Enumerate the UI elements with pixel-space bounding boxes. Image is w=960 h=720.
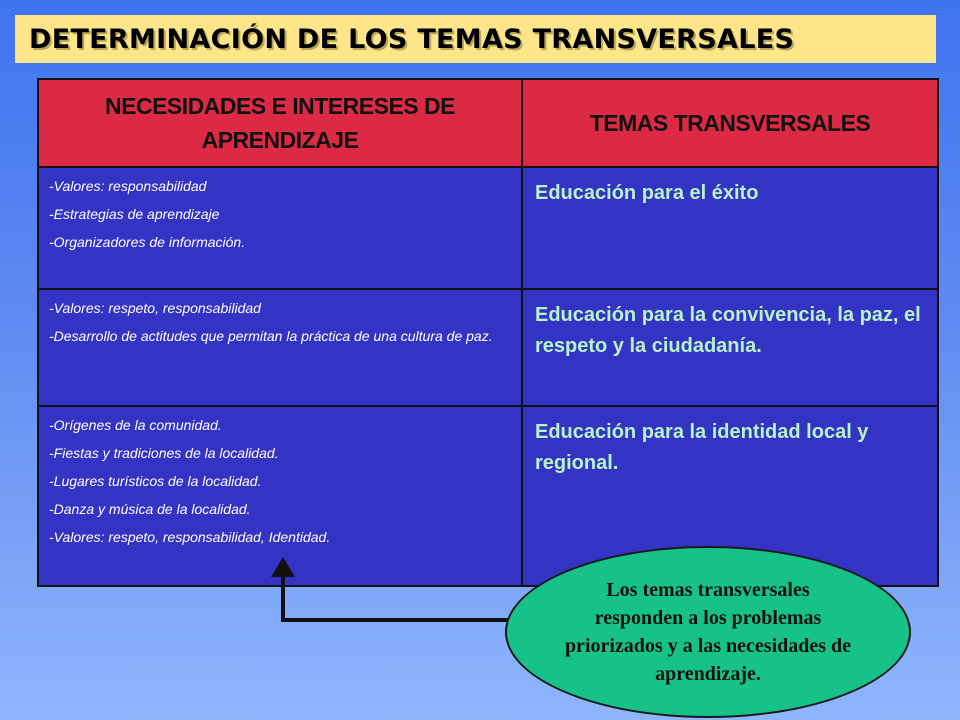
table-row [38,167,938,289]
need-item: -Fiestas y tradiciones de la localidad. [49,445,279,461]
table-row [38,289,938,406]
theme-text: Educación para la identidad local y regional. [535,421,869,474]
need-item: -Desarrollo de actitudes que permitan la práctica de una cultura de paz. [49,328,493,344]
header-needs: NECESIDADES E INTERESES DE APRENDIZAJE [38,79,522,167]
need-item: -Lugares turísticos de la localidad. [49,473,262,489]
need-item: -Organizadores de información. [49,234,246,250]
header-row [38,79,938,167]
theme-cell [522,167,938,289]
themes-table [37,78,939,587]
need-item: -Estrategias de aprendizaje [49,206,220,222]
need-item: -Valores: respeto, responsabilidad, Identidad. [49,529,331,545]
page-title: DETERMINACIÓN DE LOS TEMAS TRANSVERSALES [29,23,795,55]
theme-cell [522,289,938,406]
callout-text: Los temas transversales responden a los problemas priorizados y a las necesidades de aprendizaje. [564,579,852,685]
need-item: -Danza y música de la localidad. [49,501,251,517]
theme-text: Educación para el éxito [535,182,759,204]
need-item: -Orígenes de la comunidad. [49,417,222,433]
needs-cell [38,167,522,289]
need-item: -Valores: responsabilidad [49,178,207,194]
theme-text: Educación para la convivencia, la paz, el respeto y la ciudadanía. [535,304,921,357]
needs-cell [38,406,522,586]
needs-cell [38,289,522,406]
title-bar [15,15,936,63]
need-item: -Valores: respeto, responsabilidad [49,300,261,316]
header-themes: TEMAS TRANSVERSALES [522,79,938,167]
callout-bubble [505,546,911,718]
